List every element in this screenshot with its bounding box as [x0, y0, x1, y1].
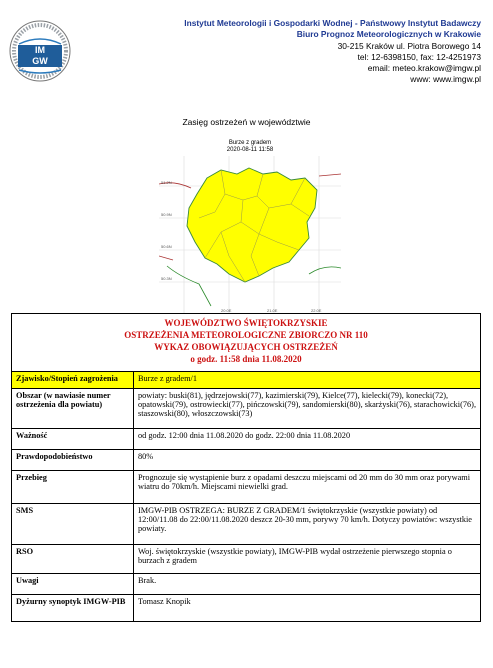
row-label: SMS — [12, 504, 134, 545]
row-value: od godz. 12:00 dnia 11.08.2020 do godz. 22:00 dnia 11.08.2020 — [134, 429, 481, 450]
row-value: Burze z gradem/1 — [134, 372, 481, 389]
lat-tick: 51.2N — [161, 180, 172, 185]
lon-tick: 22.0E — [311, 308, 322, 313]
row-value: powiaty: buski(81), jędrzejowski(77), kazimierski(79), Kielce(77), kielecki(79), konecki(72), opatowski(79), ostrowiecki(77), pińczowski(79), sandomierski(80), skarżyski(76), starachowicki(76), staszowski(80), włoszczowski(73) — [134, 389, 481, 429]
row-label: Obszar (w nawiasie numer ostrzeżenia dla powiatu) — [12, 389, 134, 429]
lon-tick: 21.0E — [267, 308, 278, 313]
row-value: Woj. świętokrzyskie (wszystkie powiaty), IMGW-PIB wydał ostrzeżenie pierwszego stopnia o burzach z gradem — [134, 545, 481, 574]
row-label: Ważność — [12, 429, 134, 450]
row-value: Tomasz Knopik — [134, 595, 481, 622]
table-row-area — [12, 389, 481, 429]
section-title: Zasięg ostrzeżeń w województwie — [182, 117, 311, 127]
table-row-sms — [12, 504, 481, 545]
row-label: Uwagi — [12, 574, 134, 595]
table-row-course — [12, 471, 481, 504]
lat-tick: 50.3N — [161, 276, 172, 281]
warning-issue-time: o godz. 11:58 dnia 11.08.2020 — [190, 354, 302, 364]
warning-map — [159, 140, 341, 313]
table-row-probability — [12, 450, 481, 471]
table-row-phenomenon — [12, 372, 481, 389]
row-label: RSO — [12, 545, 134, 574]
row-label: Dyżurny synoptyk IMGW-PIB — [12, 595, 134, 622]
lon-tick: 20.0E — [221, 308, 232, 313]
row-value: IMGW-PIB OSTRZEGA: BURZE Z GRADEM/1 świętokrzyskie (wszystkie powiaty) od 12:00/11.08 do 22:00/11.08.2020 deszcz 20-30 mm, porywy 70 km/h. Dotyczy powiatów: wszystkie powiaty. — [134, 504, 481, 545]
table-row-rso — [12, 545, 481, 574]
row-label: Przebieg — [12, 471, 134, 504]
row-value: Brak. — [134, 574, 481, 595]
table-row-validity — [12, 429, 481, 450]
row-label: Zjawisko/Stopień zagrożenia — [12, 372, 134, 389]
website[interactable]: www: www.imgw.pl — [410, 74, 481, 85]
map-caption-title: Burze z gradem — [228, 140, 272, 146]
organization-info — [184, 18, 481, 86]
institute-name: Instytut Meteorologii i Gospodarki Wodnej - Państwowy Instytut Badawczy — [184, 18, 481, 28]
map-graphic — [159, 156, 341, 314]
table-row-remarks — [12, 574, 481, 595]
logo-text-bottom: GW — [32, 56, 48, 66]
email[interactable]: email: meteo.krakow@imgw.pl — [367, 63, 481, 74]
imgw-logo — [9, 20, 71, 82]
lat-tick: 50.6N — [161, 244, 172, 249]
warning-table — [11, 313, 481, 622]
lat-tick: 50.9N — [161, 212, 172, 217]
logo-text-top: IM — [35, 45, 45, 55]
warning-list-title: WYKAZ OBOWIĄZUJĄCYCH OSTRZEŻEŃ — [154, 342, 338, 352]
phone-fax: tel: 12-6398150, fax: 12-4251973 — [357, 51, 481, 62]
row-label: Prawdopodobieństwo — [12, 450, 134, 471]
table-row-forecaster — [12, 595, 481, 622]
row-value: 80% — [134, 450, 481, 471]
warning-bulletin-title: OSTRZEŻENIA METEOROLOGICZNE ZBIORCZO NR 110 — [124, 330, 368, 340]
office-name: Biuro Prognoz Meteorologicznych w Krakowie — [296, 29, 481, 40]
warning-header — [12, 314, 481, 372]
address: 30-215 Kraków ul. Piotra Borowego 14 — [337, 40, 481, 51]
row-value: Prognozuje się wystąpienie burz z opadami deszczu miejscami od 20 mm do 30 mm oraz porywami wiatru do 70km/h. Miejscami niewielki grad. — [134, 471, 481, 504]
warning-region-title: WOJEWÓDZTWO ŚWIĘTOKRZYSKIE — [164, 318, 328, 328]
map-caption-time: 2020-08-11 11:58 — [226, 147, 274, 153]
